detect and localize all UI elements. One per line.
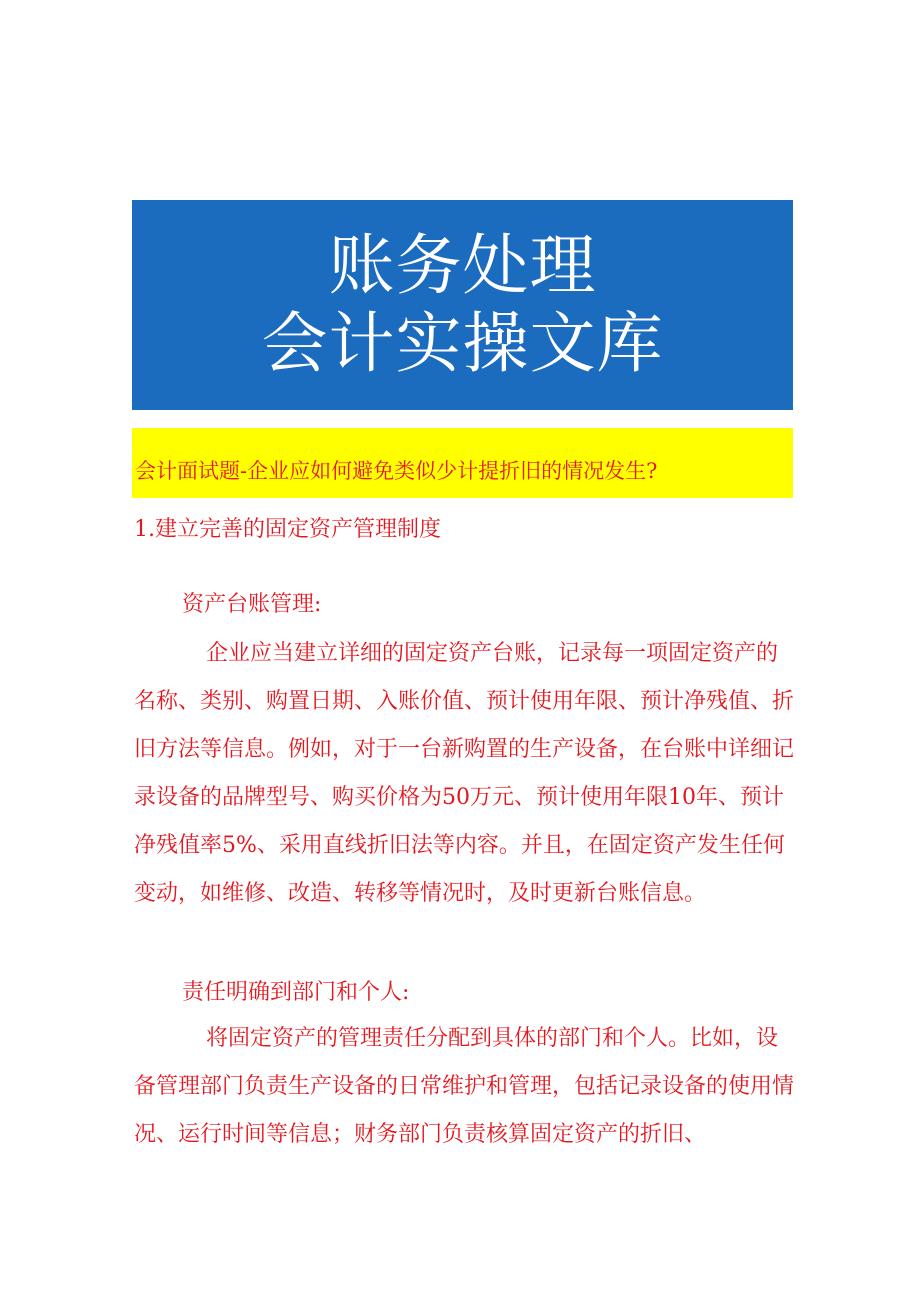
sub-heading-ledger: 资产台账管理: <box>182 592 322 617</box>
sub-heading-responsibility: 责任明确到部门和个人: <box>182 980 410 1005</box>
question-text: 会计面试题-企业应如何避免类似少计提折旧的情况发生? <box>135 459 658 483</box>
question-highlight <box>132 428 793 498</box>
section-heading: 1.建立完善的固定资产管理制度 <box>134 517 441 542</box>
title-banner <box>132 200 793 410</box>
paragraph-ledger: 企业应当建立详细的固定资产台账，记录每一项固定资产的名称、类别、购置日期、入账价值、预计使用年限、预计净残值、折旧方法等信息。例如，对于一台新购置的生产设备，在台账中详细记录设备的品牌型号、购买价格为50万元、预计使用年限10年、预计净残值率5%、采用直线折旧法等内容。并且，在固定资产发生任何变动，如维修、改造、转移等情况时，及时更新台账信息。 <box>134 641 795 906</box>
paragraph-responsibility: 将固定资产的管理责任分配到具体的部门和个人。比如，设备管理部门负责生产设备的日常维护和管理，包括记录设备的使用情况、运行时间等信息；财务部门负责核算固定资产的折旧、 <box>134 1026 795 1147</box>
banner-title-line2: 会计实操文库 <box>261 305 664 382</box>
banner-title-line1: 账务处理 <box>328 227 597 304</box>
